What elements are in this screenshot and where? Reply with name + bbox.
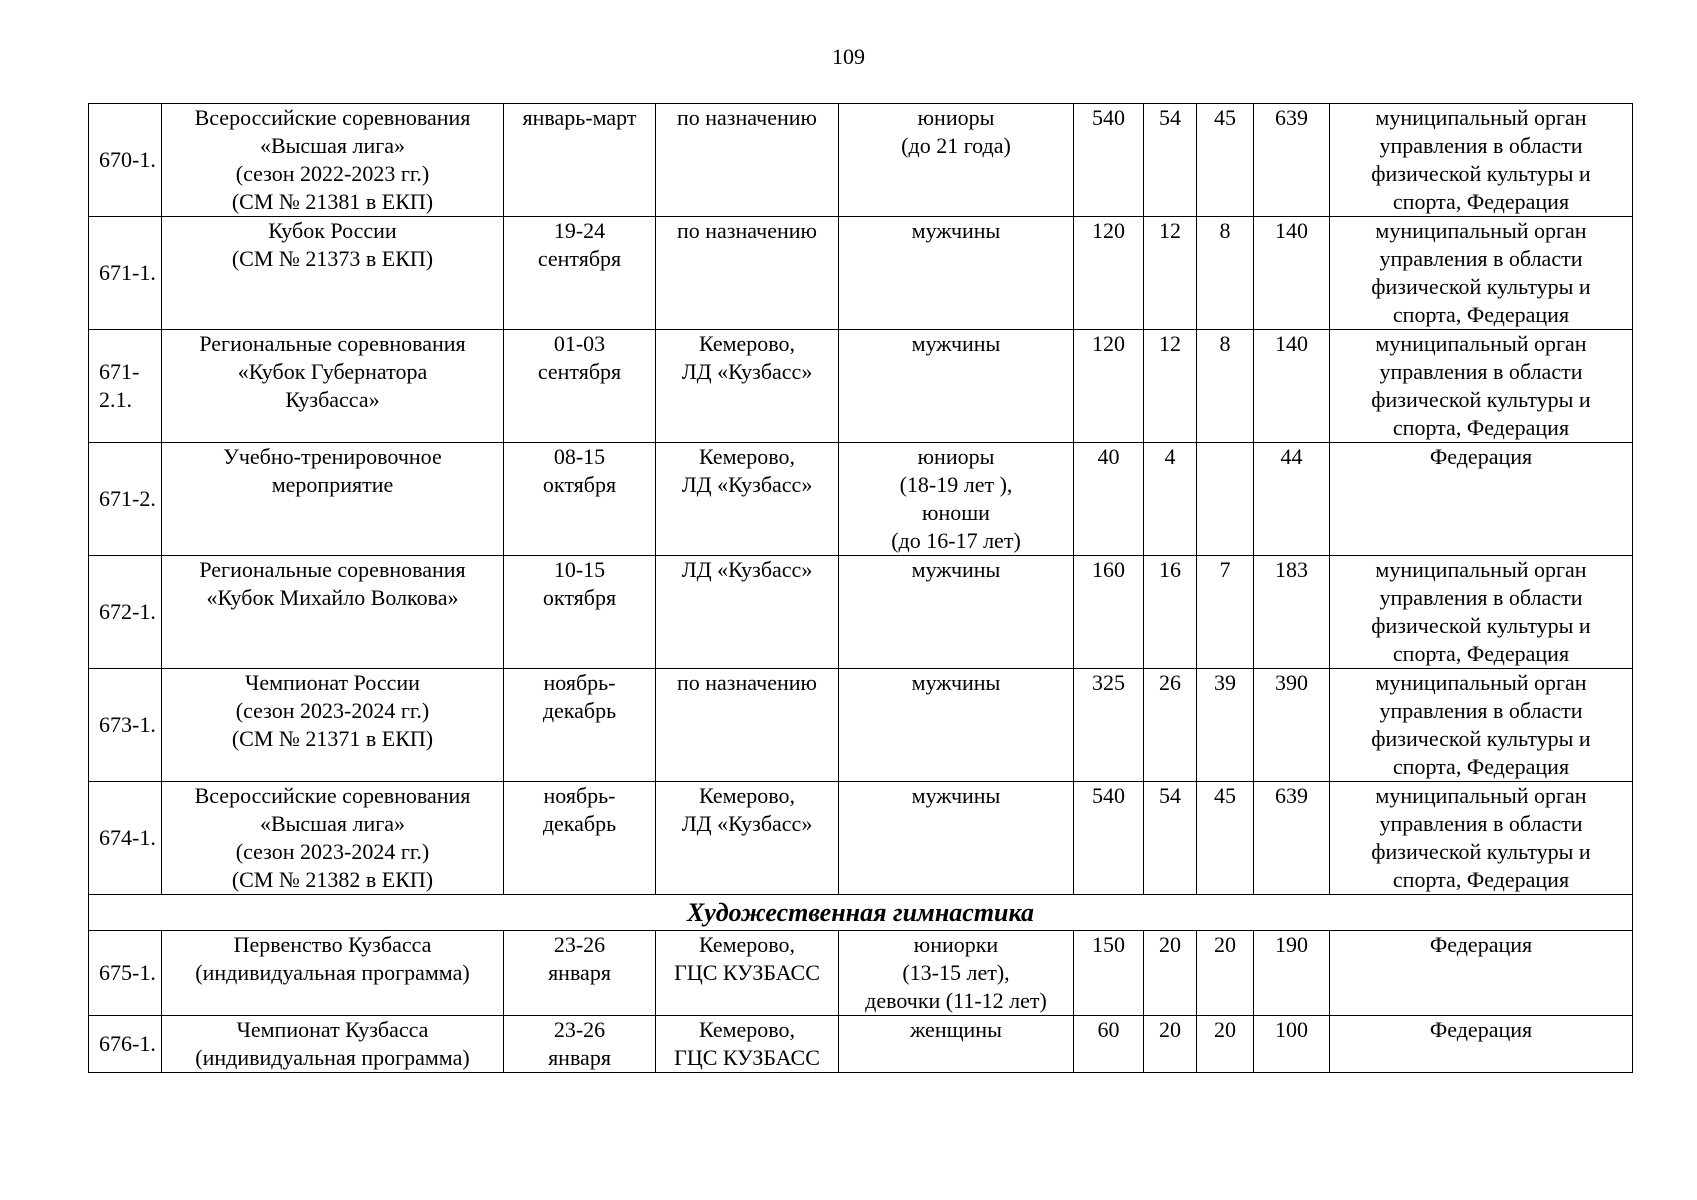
event-dates [504,443,656,556]
organizer-line: управления в области [1379,133,1583,158]
event-venue [656,1016,839,1073]
row-number-line: 2.1. [99,387,132,412]
count-total-line: 190 [1275,932,1308,957]
participants [839,782,1074,895]
row-number [89,443,162,556]
event-name [162,1016,504,1073]
event-dates-line: ноябрь- [543,783,616,808]
participants [839,443,1074,556]
organizer [1330,443,1633,556]
table-row [89,330,1633,443]
row-number [89,931,162,1016]
count-3-line: 20 [1214,1017,1236,1042]
event-venue-line: Кемерово, [698,444,796,469]
organizer-line: физической культуры и [1371,726,1591,751]
participants-line: юниорки [913,932,999,957]
count-total [1254,104,1330,217]
organizer [1330,1016,1633,1073]
table-row [89,669,1633,782]
count-3-line: 45 [1214,783,1236,808]
event-venue-line: Кемерово, [698,331,796,356]
event-name-line: (СМ № 21373 в ЕКП) [231,246,434,271]
count-2 [1144,556,1197,669]
event-dates-line: 23-26 [553,932,606,957]
event-name-line: (СМ № 21371 в ЕКП) [231,726,434,751]
count-2 [1144,782,1197,895]
event-dates-line: января [548,960,611,985]
event-venue [656,931,839,1016]
count-total [1254,931,1330,1016]
event-name [162,931,504,1016]
event-name-line: (сезон 2023-2024 гг.) [235,839,430,864]
count-2-line: 54 [1159,105,1181,130]
event-name-line: (СМ № 21381 в ЕКП) [231,189,434,214]
event-dates [504,669,656,782]
row-number-line: 674-1. [99,825,156,850]
table-row [89,782,1633,895]
organizer-line: физической культуры и [1371,839,1591,864]
organizer-line: Федерация [1429,1017,1533,1042]
count-total-line: 44 [1280,444,1303,469]
organizer-line: физической культуры и [1371,161,1591,186]
organizer-line: муниципальный орган [1375,783,1587,808]
row-number-line: 675-1. [99,960,156,985]
count-2-line: 54 [1159,783,1181,808]
organizer-line: управления в области [1379,698,1583,723]
organizer-line: муниципальный орган [1375,331,1587,356]
count-total-line: 639 [1275,783,1308,808]
event-dates-line: ноябрь- [543,670,616,695]
participants-line: мужчины [911,557,1001,582]
participants-line: (18-19 лет ), [899,472,1013,497]
count-2 [1144,104,1197,217]
event-name [162,217,504,330]
participants [839,931,1074,1016]
event-dates-line: сентября [537,359,622,384]
event-name-line: Кузбасса» [285,387,380,412]
table-row [89,931,1633,1016]
count-1 [1074,782,1144,895]
event-venue [656,443,839,556]
event-name [162,104,504,217]
count-1-line: 325 [1092,670,1125,695]
event-dates [504,556,656,669]
event-name-line: Чемпионат России [245,670,420,695]
row-number-line: 671- [99,359,140,384]
count-2 [1144,669,1197,782]
event-name-line: (сезон 2022-2023 гг.) [235,161,430,186]
events-table [88,103,1633,1073]
event-dates-line: января [548,1045,611,1070]
count-2 [1144,217,1197,330]
row-number-line: 676-1. [99,1031,156,1056]
event-name-line: «Кубок Михайло Волкова» [206,585,459,610]
organizer-line: управления в области [1379,811,1583,836]
count-1 [1074,669,1144,782]
event-dates-line: декабрь [542,698,617,723]
organizer-line: спорта, Федерация [1392,415,1570,440]
row-number [89,104,162,217]
count-1-line: 120 [1092,331,1125,356]
participants-line: юноши [922,500,990,525]
count-3 [1197,443,1254,556]
count-2 [1144,1016,1197,1073]
count-3-line: 20 [1214,932,1236,957]
event-name [162,330,504,443]
event-venue-line: ЛД «Кузбасс» [681,557,813,582]
organizer-line: спорта, Федерация [1392,754,1570,779]
count-1-line: 60 [1097,1017,1120,1042]
count-total-line: 390 [1275,670,1308,695]
events-table-body [89,104,1633,1073]
event-venue [656,217,839,330]
organizer-line: физической культуры и [1371,613,1591,638]
event-dates [504,782,656,895]
count-1-line: 40 [1097,444,1120,469]
count-1 [1074,443,1144,556]
event-venue-line: ГЦС КУЗБАСС [674,1045,820,1070]
table-row [89,217,1633,330]
section-heading: Художественная гимнастика [89,895,1633,931]
row-number-line: 671-1. [99,260,156,285]
participants [839,330,1074,443]
row-number [89,1016,162,1073]
count-1 [1074,104,1144,217]
event-dates-line: 08-15 [553,444,606,469]
row-number-line: 673-1. [99,712,156,737]
event-venue-line: по назначению [677,218,817,243]
organizer-line: муниципальный орган [1375,670,1587,695]
count-1-line: 540 [1092,105,1125,130]
participants [839,669,1074,782]
count-3-line: 7 [1219,557,1231,582]
participants [839,217,1074,330]
participants-line: (до 16-17 лет) [891,528,1021,553]
organizer-line: спорта, Федерация [1392,302,1570,327]
count-1-line: 160 [1092,557,1125,582]
count-3 [1197,669,1254,782]
count-2-line: 26 [1159,670,1181,695]
organizer-line: физической культуры и [1371,274,1591,299]
participants-line: (до 21 года) [901,133,1011,158]
event-venue-line: ГЦС КУЗБАСС [674,960,820,985]
row-number [89,669,162,782]
organizer-line: спорта, Федерация [1392,189,1570,214]
participants [839,1016,1074,1073]
count-3 [1197,104,1254,217]
event-name-line: Первенство Кузбасса [233,932,432,957]
organizer-line: управления в области [1379,359,1583,384]
table-row [89,104,1633,217]
event-name-line: Учебно-тренировочное [223,444,442,469]
event-venue-line: Кемерово, [698,783,796,808]
organizer [1330,669,1633,782]
table-row [89,1016,1633,1073]
event-venue [656,104,839,217]
count-1 [1074,330,1144,443]
table-row [89,556,1633,669]
row-number-line: 670-1. [99,147,156,172]
event-name-line: Региональные соревнования [199,557,466,582]
event-name-line: Всероссийские соревнования [194,105,471,130]
event-name-line: Региональные соревнования [199,331,466,356]
event-name-line: (индивидуальная программа) [195,1045,470,1070]
event-dates-line: декабрь [542,811,617,836]
count-total-line: 183 [1275,557,1308,582]
count-total-line: 100 [1275,1017,1308,1042]
organizer-line: спорта, Федерация [1392,641,1570,666]
event-venue-line: ЛД «Кузбасс» [681,811,813,836]
participants-line: женщины [910,1017,1002,1042]
count-total-line: 140 [1275,331,1308,356]
count-2 [1144,443,1197,556]
count-3-line: 8 [1219,218,1231,243]
section-row [89,895,1633,931]
count-2-line: 20 [1159,1017,1181,1042]
event-name-line: мероприятие [271,472,394,497]
count-3-line: 39 [1214,670,1236,695]
count-3-line: 45 [1214,105,1236,130]
organizer-line: Федерация [1429,932,1533,957]
row-number-line: 671-2. [99,486,156,511]
row-number [89,330,162,443]
row-number [89,556,162,669]
event-dates [504,1016,656,1073]
event-venue [656,782,839,895]
event-name-line: (сезон 2023-2024 гг.) [235,698,430,723]
count-2-line: 12 [1159,331,1181,356]
event-dates-line: январь-март [522,105,637,130]
count-3 [1197,330,1254,443]
organizer [1330,782,1633,895]
event-name-line: Всероссийские соревнования [194,783,471,808]
organizer-line: муниципальный орган [1375,105,1587,130]
event-venue [656,556,839,669]
organizer-line: физической культуры и [1371,387,1591,412]
row-number [89,782,162,895]
organizer-line: Федерация [1429,444,1533,469]
count-total [1254,782,1330,895]
event-name-line: «Кубок Губернатора [237,359,428,384]
count-total [1254,217,1330,330]
count-2-line: 20 [1159,932,1181,957]
event-name [162,782,504,895]
event-name [162,669,504,782]
event-dates-line: 10-15 [553,557,606,582]
count-1-line: 540 [1092,783,1125,808]
event-venue-line: ЛД «Кузбасс» [681,472,813,497]
event-venue-line: по назначению [677,670,817,695]
event-dates-line: 19-24 [553,218,606,243]
event-venue-line: Кемерово, [698,1017,796,1042]
organizer-line: муниципальный орган [1375,218,1587,243]
organizer [1330,556,1633,669]
event-venue-line: Кемерово, [698,932,796,957]
organizer-line: муниципальный орган [1375,557,1587,582]
row-number [89,217,162,330]
event-dates [504,330,656,443]
event-name-line: «Высшая лига» [259,133,406,158]
organizer [1330,330,1633,443]
organizer [1330,217,1633,330]
event-name-line: Чемпионат Кузбасса [236,1017,429,1042]
participants-line: мужчины [911,218,1001,243]
event-dates [504,931,656,1016]
count-2 [1144,330,1197,443]
event-name-line: Кубок России [268,218,397,243]
event-dates-line: октября [542,585,617,610]
participants [839,104,1074,217]
count-1 [1074,931,1144,1016]
organizer [1330,104,1633,217]
participants-line: мужчины [911,670,1001,695]
page-number: 109 [832,44,865,69]
count-2 [1144,931,1197,1016]
event-dates-line: 01-03 [553,331,606,356]
count-3 [1197,1016,1254,1073]
participants [839,556,1074,669]
event-name-line: (индивидуальная программа) [195,960,470,985]
event-dates-line: октября [542,472,617,497]
event-venue-line: по назначению [677,105,817,130]
count-3 [1197,556,1254,669]
count-3 [1197,782,1254,895]
count-total [1254,443,1330,556]
count-2-line: 12 [1159,218,1181,243]
event-dates [504,104,656,217]
event-dates [504,217,656,330]
event-name-line: (СМ № 21382 в ЕКП) [231,867,434,892]
participants-line: юниоры [917,105,995,130]
count-3-line: 8 [1219,331,1231,356]
event-venue [656,330,839,443]
event-venue-line: ЛД «Кузбасс» [681,359,813,384]
participants-line: девочки (11-12 лет) [865,988,1047,1013]
count-total [1254,1016,1330,1073]
count-total-line: 639 [1275,105,1308,130]
organizer-line: управления в области [1379,585,1583,610]
event-dates-line: 23-26 [553,1017,606,1042]
count-total [1254,330,1330,443]
count-2-line: 16 [1159,557,1181,582]
event-name-line: «Высшая лига» [259,811,406,836]
event-venue [656,669,839,782]
count-2-line: 4 [1164,444,1176,469]
organizer [1330,931,1633,1016]
participants-line: (13-15 лет), [902,960,1010,985]
count-total [1254,556,1330,669]
count-total [1254,669,1330,782]
count-1 [1074,217,1144,330]
participants-line: мужчины [911,331,1001,356]
participants-line: мужчины [911,783,1001,808]
count-1-line: 120 [1092,218,1125,243]
count-1 [1074,1016,1144,1073]
organizer-line: спорта, Федерация [1392,867,1570,892]
organizer-line: управления в области [1379,246,1583,271]
event-dates-line: сентября [537,246,622,271]
participants-line: юниоры [917,444,995,469]
count-1 [1074,556,1144,669]
event-name [162,556,504,669]
event-name [162,443,504,556]
count-3 [1197,217,1254,330]
table-row [89,443,1633,556]
row-number-line: 672-1. [99,599,156,624]
count-3 [1197,931,1254,1016]
count-1-line: 150 [1092,932,1125,957]
count-total-line: 140 [1275,218,1308,243]
